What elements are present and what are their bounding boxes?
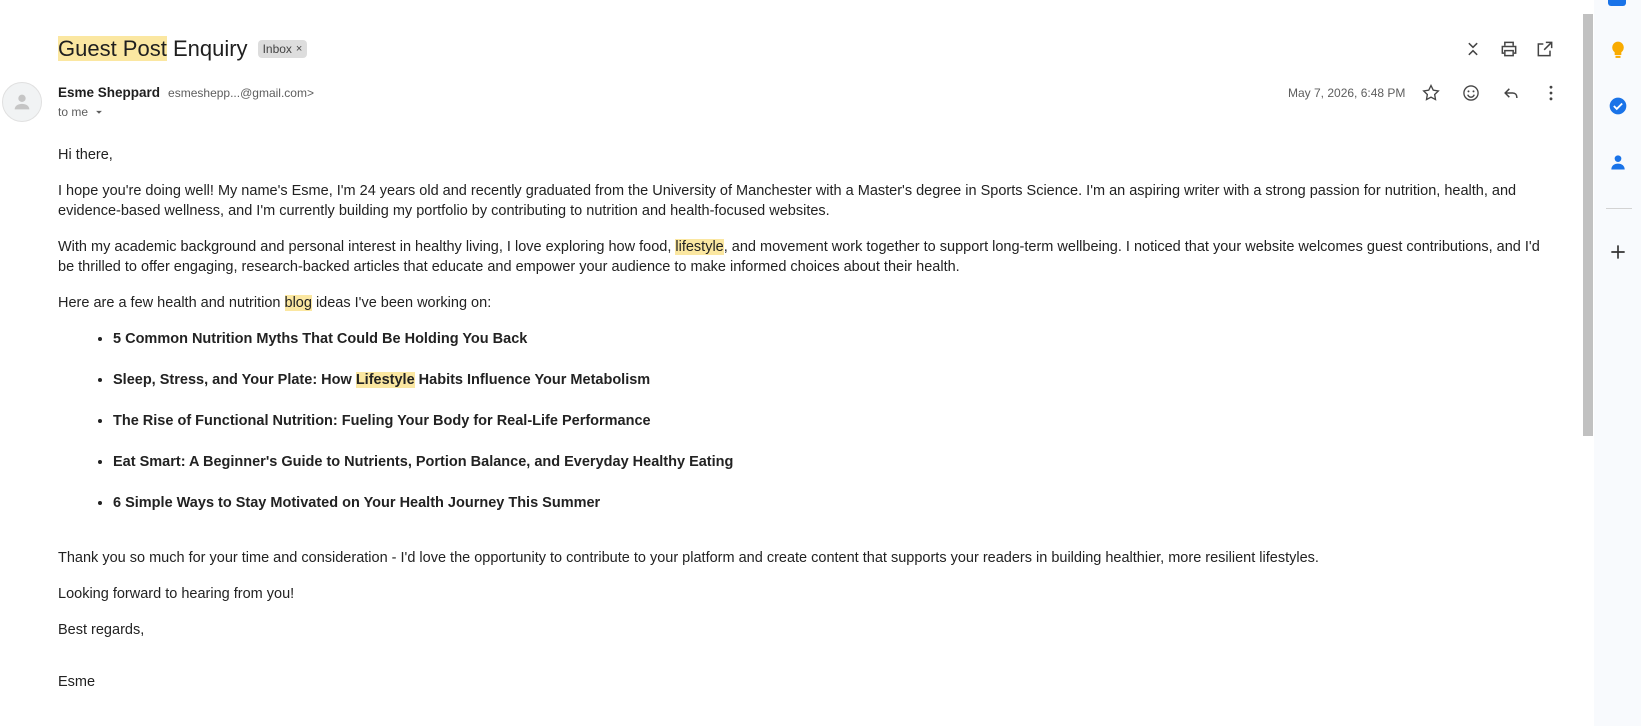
recipient-line[interactable] (58, 105, 106, 119)
paragraph-background (58, 237, 1558, 277)
text-segment: ideas I've been working on: (311, 295, 492, 311)
paragraph-ideas-intro (58, 293, 1558, 313)
sender-email: esmeshepp...@gmail.com> (168, 86, 314, 100)
recipient-text: to me (58, 105, 89, 119)
star-icon[interactable] (1420, 82, 1442, 104)
more-vert-icon[interactable] (1540, 82, 1562, 104)
idea-item: • Eat Smart: A Beginner's Guide to Nutrients, Portion Balance, and Everyday Healthy Eating (113, 452, 1558, 472)
label-text: Inbox (262, 42, 292, 56)
add-icon[interactable] (1608, 242, 1628, 262)
print-icon[interactable] (1498, 38, 1520, 60)
message-date: May 7, 2026, 6:48 PM (1288, 86, 1406, 100)
scrollbar-thumb[interactable] (1583, 14, 1593, 436)
emoji-icon[interactable] (1460, 82, 1482, 104)
idea-item: • 6 Simple Ways to Stay Motivated on Your Health Journey This Summer (113, 493, 1558, 513)
idea-item: • 5 Common Nutrition Myths That Could Be Holding You Back (113, 329, 1558, 349)
subject-highlight: Guest Post (58, 36, 167, 61)
open-new-window-icon[interactable] (1534, 38, 1556, 60)
text-segment: Sleep, Stress, and Your Plate: How (113, 372, 356, 388)
remove-label-icon[interactable]: × (295, 43, 303, 55)
text-segment: Habits Influence Your Metabolism (414, 372, 651, 388)
subject-row (58, 34, 307, 64)
highlight-lifestyle-title: Lifestyle (355, 372, 415, 388)
person-icon (11, 91, 33, 113)
highlight-lifestyle: lifestyle (675, 239, 724, 255)
text-segment: Here are a few health and nutrition (58, 295, 285, 311)
sender-name-tail: pard (130, 85, 161, 100)
email-subject (58, 36, 248, 62)
paragraph-looking-forward: Looking forward to hearing from you! (58, 586, 295, 602)
text-segment: With my academic background and personal interest in healthy living, I love exploring how food, (58, 239, 676, 255)
sender-avatar[interactable] (2, 82, 42, 122)
chevron-down-icon[interactable] (92, 105, 106, 119)
paragraph-intro: I hope you're doing well! My name's Esme, I'm 24 years old and recently graduated from the University of Manchester with a Master's degree in Sports Science. I'm an aspiring writer with a strong passion for nutrition, health, and evidence-based wellness, and I'm currently building my portfolio by contributing to nutrition and health-focused websites. (58, 183, 1517, 219)
keep-icon[interactable] (1608, 40, 1628, 60)
paragraph-thanks: Thank you so much for your time and consideration - I'd love the opportunity to contribute to your platform and create content that supports your readers in building healthier, more resilient lifestyles. (58, 550, 1319, 566)
top-actions (1462, 38, 1556, 60)
collapse-icon[interactable] (1462, 38, 1484, 60)
greeting: Hi there, (58, 147, 113, 163)
highlight-blog: blog (284, 295, 312, 311)
calendar-icon[interactable] (1608, 0, 1626, 6)
text-segment: , and movement work together to support long-term wellbeing. I noticed that your website welcomes guest contributions, and I'd be thrilled to offer engaging, research-backed articles that educate and empower your audience to make informed choices about their health. (58, 239, 1540, 275)
side-divider (1606, 208, 1632, 209)
signature: Esme (58, 674, 96, 690)
sender-name[interactable]: Esme Shep (58, 85, 131, 100)
ideas-list (113, 329, 1558, 513)
email-body (58, 145, 1558, 708)
reply-icon[interactable] (1500, 82, 1522, 104)
idea-item: • The Rise of Functional Nutrition: Fueling Your Body for Real-Life Performance (113, 411, 1558, 431)
idea-item (113, 370, 1558, 390)
closing: Best regards, (58, 622, 145, 638)
subject-rest: Enquiry (166, 36, 248, 61)
message-actions (1420, 82, 1562, 104)
contacts-icon[interactable] (1608, 152, 1628, 172)
inbox-label-chip[interactable] (258, 40, 308, 58)
sender-line (58, 85, 314, 100)
tasks-icon[interactable] (1608, 96, 1628, 116)
